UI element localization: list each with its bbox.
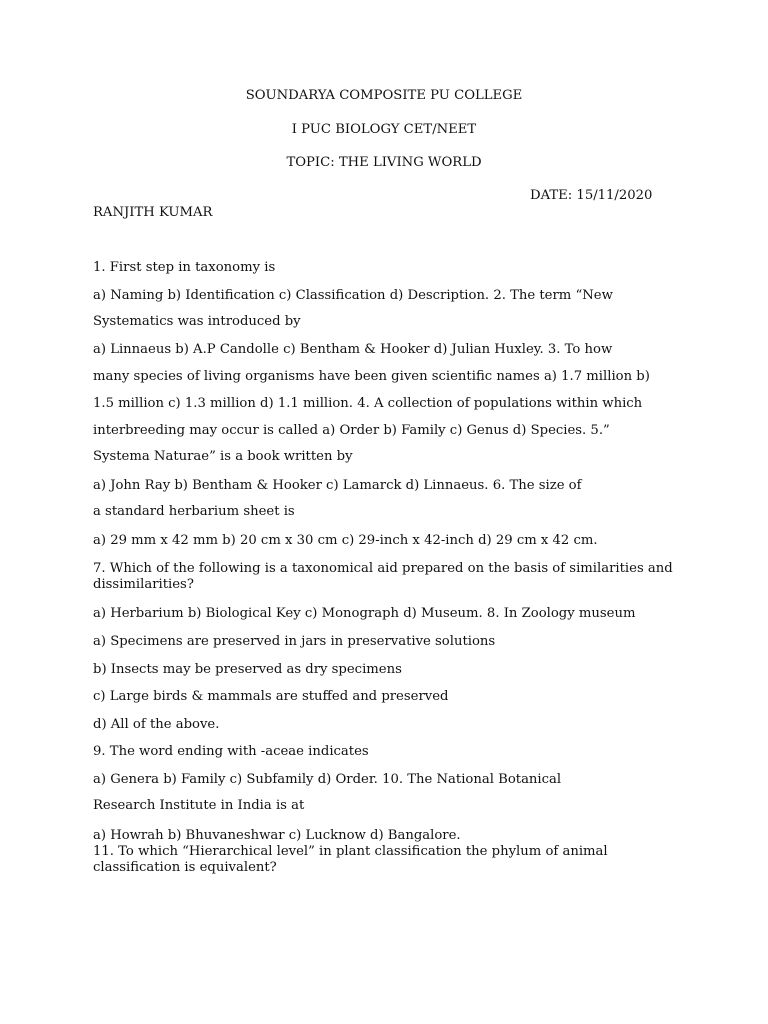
question-line: a) Howrah b) Bhuvaneshwar c) Lucknow d) Bangalore.	[93, 828, 461, 843]
question-line: a) Herbarium b) Biological Key c) Monograph d) Museum. 8. In Zoology museum	[93, 606, 636, 621]
college-name: SOUNDARYA COMPOSITE PU COLLEGE	[245, 88, 523, 103]
question-line: d) All of the above.	[93, 717, 220, 732]
question-line: a) Genera b) Family c) Subfamily d) Order. 10. The National Botanical	[93, 772, 562, 787]
document-date: DATE: 15/11/2020	[530, 188, 653, 203]
question-line: interbreeding may occur is called a) Order b) Family c) Genus d) Species. 5.”	[93, 423, 610, 438]
question-line: 9. The word ending with -aceae indicates	[93, 744, 369, 759]
question-line: Research Institute in India is at	[93, 798, 305, 813]
topic-title: TOPIC: THE LIVING WORLD	[286, 155, 482, 170]
question-line: many species of living organisms have been given scientific names a) 1.7 million b)	[93, 369, 650, 384]
question-line: 11. To which “Hierarchical level” in plant classification the phylum of animal classification is equivalent?	[93, 844, 608, 875]
question-line: c) Large birds & mammals are stuffed and preserved	[93, 689, 449, 704]
question-line: a) Linnaeus b) A.P Candolle c) Bentham & Hooker d) Julian Huxley. 3. To how	[93, 342, 613, 357]
question-line: 7. Which of the following is a taxonomical aid prepared on the basis of similarities and dissimilarities?	[93, 561, 673, 592]
question-line: 1. First step in taxonomy is	[93, 260, 276, 275]
question-line: a) Naming b) Identification c) Classification d) Description. 2. The term “New	[93, 288, 613, 303]
question-line: a standard herbarium sheet is	[93, 504, 295, 519]
question-line: a) John Ray b) Bentham & Hooker c) Lamarck d) Linnaeus. 6. The size of	[93, 478, 582, 493]
question-line: a) Specimens are preserved in jars in preservative solutions	[93, 634, 496, 649]
question-line: 1.5 million c) 1.3 million d) 1.1 million. 4. A collection of populations within which	[93, 396, 643, 411]
question-line: Systema Naturae” is a book written by	[93, 449, 353, 464]
course-title: I PUC BIOLOGY CET/NEET	[291, 122, 477, 137]
question-line: Systematics was introduced by	[93, 314, 301, 329]
author-name: RANJITH KUMAR	[93, 205, 213, 220]
question-line: a) 29 mm x 42 mm b) 20 cm x 30 cm c) 29-inch x 42-inch d) 29 cm x 42 cm.	[93, 533, 598, 548]
question-line: b) Insects may be preserved as dry specimens	[93, 662, 402, 677]
